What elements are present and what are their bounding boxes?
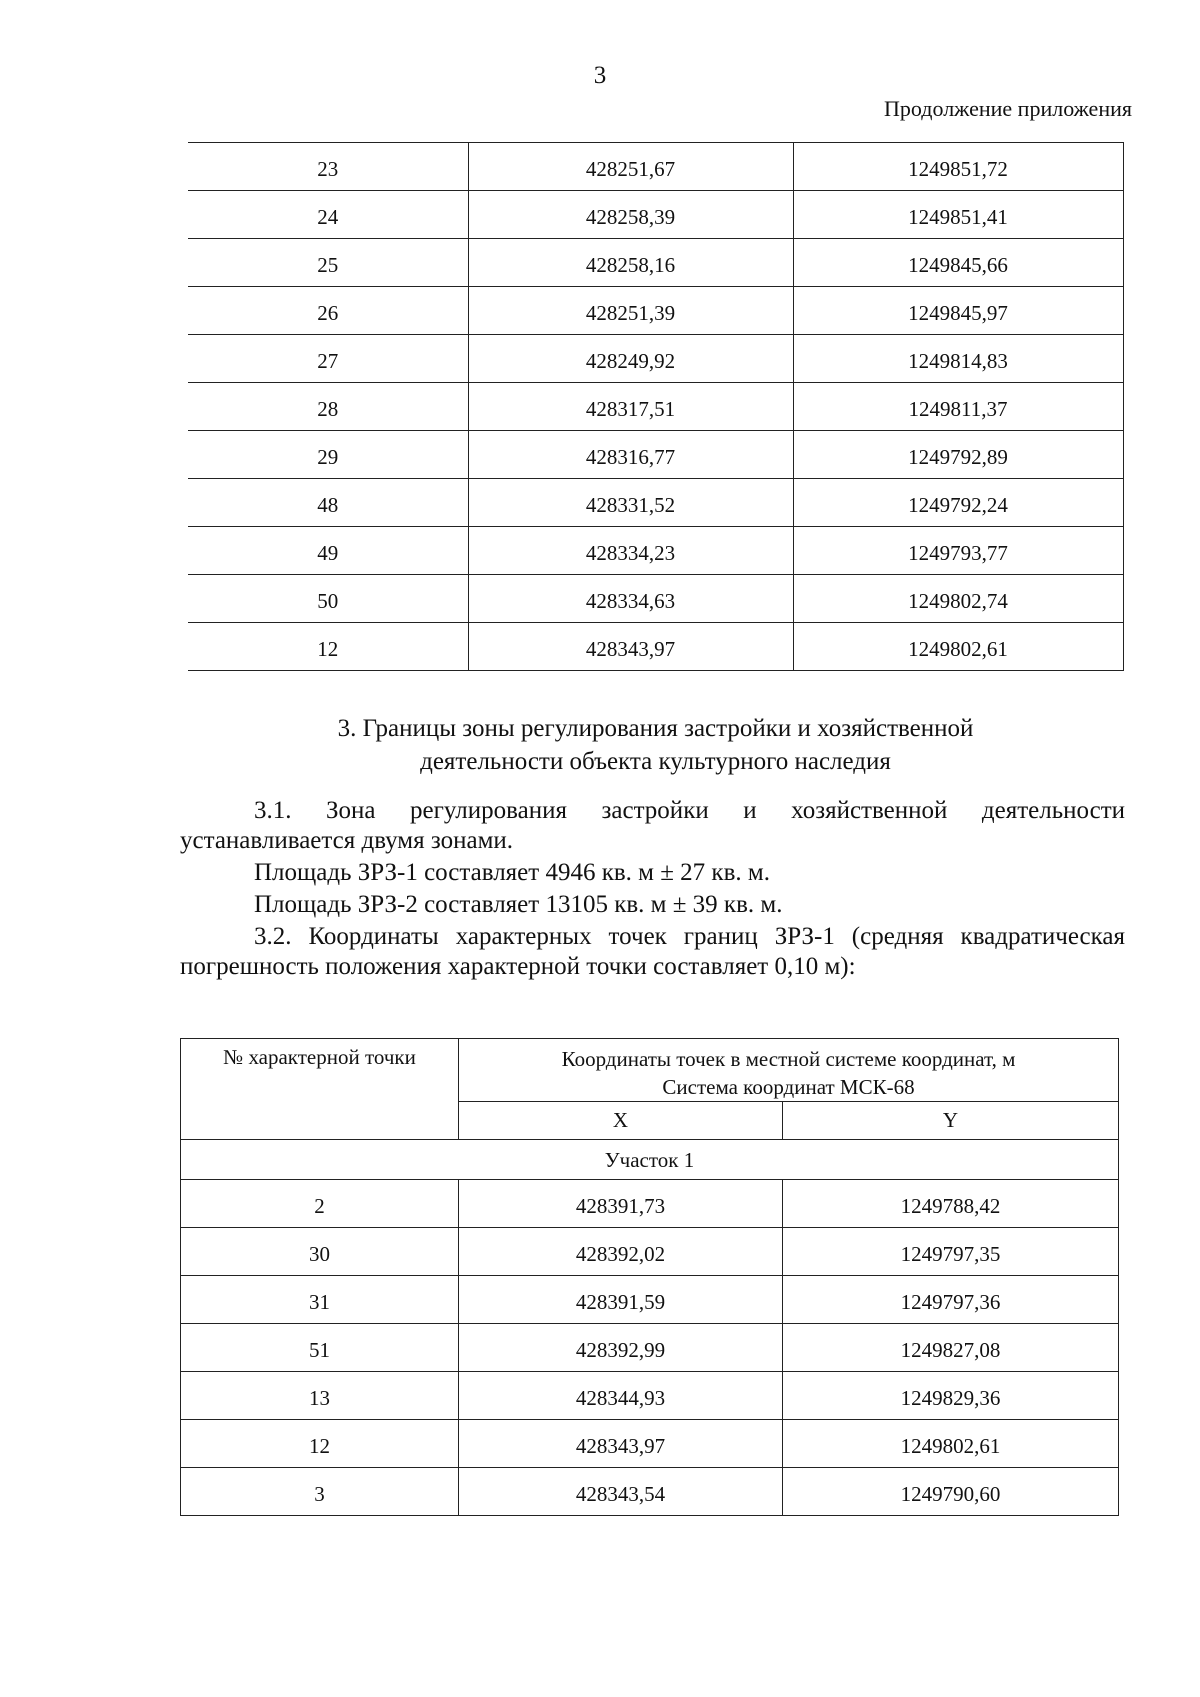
x-coordinate-cell: 428258,39 <box>468 191 793 239</box>
point-number-cell: 31 <box>181 1276 459 1324</box>
x-coordinate-cell: 428392,99 <box>459 1324 783 1372</box>
table-row <box>181 1324 1119 1372</box>
column-header-coordinates <box>459 1039 1119 1102</box>
x-coordinate-cell: 428391,59 <box>459 1276 783 1324</box>
point-number-cell: 24 <box>188 191 468 239</box>
table-row <box>188 431 1123 479</box>
table-header-row <box>181 1039 1119 1102</box>
table-row <box>188 287 1123 335</box>
plot-row <box>181 1140 1119 1180</box>
table-row <box>181 1276 1119 1324</box>
point-number-cell: 49 <box>188 527 468 575</box>
y-coordinate-cell: 1249802,61 <box>793 623 1123 671</box>
y-coordinate-cell: 1249792,89 <box>793 431 1123 479</box>
point-number-cell: 3 <box>181 1468 459 1516</box>
y-coordinate-cell: 1249797,35 <box>783 1228 1119 1276</box>
column-header-point-number: № характерной точки <box>181 1039 459 1140</box>
zrz1-coordinates-table <box>180 1038 1119 1516</box>
point-number-cell: 29 <box>188 431 468 479</box>
x-coordinate-cell: 428343,97 <box>459 1420 783 1468</box>
point-number-cell: 23 <box>188 143 468 191</box>
x-coordinate-cell: 428317,51 <box>468 383 793 431</box>
x-coordinate-cell: 428343,97 <box>468 623 793 671</box>
point-number-cell: 50 <box>188 575 468 623</box>
x-coordinate-cell: 428251,39 <box>468 287 793 335</box>
point-number-cell: 25 <box>188 239 468 287</box>
y-coordinate-cell: 1249790,60 <box>783 1468 1119 1516</box>
page-number: 3 <box>593 62 607 89</box>
table-row <box>188 239 1123 287</box>
section-title-line: 3. Границы зоны регулирования застройки и хозяйственной <box>337 715 974 742</box>
paragraph-3-1: 3.1. Зона регулирования застройки и хозяйственной деятельности устанавливается двумя зонами. <box>180 797 1125 854</box>
coordinates-table-continued <box>188 142 1124 671</box>
y-coordinate-cell: 1249829,36 <box>783 1372 1119 1420</box>
area-zrz-1: Площадь ЗРЗ-1 составляет 4946 кв. м ± 27 кв. м. <box>254 859 770 886</box>
table-row <box>188 143 1123 191</box>
y-coordinate-cell: 1249793,77 <box>793 527 1123 575</box>
y-coordinate-cell: 1249827,08 <box>783 1324 1119 1372</box>
point-number-cell: 30 <box>181 1228 459 1276</box>
table-row <box>188 623 1123 671</box>
x-coordinate-cell: 428331,52 <box>468 479 793 527</box>
y-coordinate-cell: 1249802,61 <box>783 1420 1119 1468</box>
table-row <box>181 1180 1119 1228</box>
section-3-title <box>188 712 1123 778</box>
point-number-cell: 28 <box>188 383 468 431</box>
table-row <box>181 1372 1119 1420</box>
x-coordinate-cell: 428334,63 <box>468 575 793 623</box>
table-row <box>181 1420 1119 1468</box>
column-header-y: Y <box>783 1102 1119 1140</box>
y-coordinate-cell: 1249792,24 <box>793 479 1123 527</box>
table-row <box>188 575 1123 623</box>
point-number-cell: 27 <box>188 335 468 383</box>
x-coordinate-cell: 428392,02 <box>459 1228 783 1276</box>
point-number-cell: 2 <box>181 1180 459 1228</box>
y-coordinate-cell: 1249788,42 <box>783 1180 1119 1228</box>
table-row <box>188 479 1123 527</box>
x-coordinate-cell: 428258,16 <box>468 239 793 287</box>
y-coordinate-cell: 1249851,72 <box>793 143 1123 191</box>
table-row <box>181 1228 1119 1276</box>
section-title-line: деятельности объекта культурного наследия <box>420 748 891 775</box>
paragraph-3-2: 3.2. Координаты характерных точек границ ЗРЗ-1 (средняя квадратическая погрешность положения характерной точки составляет 0,10 м): <box>180 923 1125 980</box>
x-coordinate-cell: 428316,77 <box>468 431 793 479</box>
area-zrz-2: Площадь ЗРЗ-2 составляет 13105 кв. м ± 39 кв. м. <box>254 891 783 918</box>
point-number-cell: 48 <box>188 479 468 527</box>
y-coordinate-cell: 1249845,66 <box>793 239 1123 287</box>
continuation-label: Продолжение приложения <box>884 96 1132 121</box>
y-coordinate-cell: 1249802,74 <box>793 575 1123 623</box>
x-coordinate-cell: 428251,67 <box>468 143 793 191</box>
point-number-cell: 12 <box>188 623 468 671</box>
table-row <box>188 191 1123 239</box>
point-number-cell: 12 <box>181 1420 459 1468</box>
table-row <box>188 527 1123 575</box>
y-coordinate-cell: 1249845,97 <box>793 287 1123 335</box>
x-coordinate-cell: 428249,92 <box>468 335 793 383</box>
y-coordinate-cell: 1249797,36 <box>783 1276 1119 1324</box>
y-coordinate-cell: 1249814,83 <box>793 335 1123 383</box>
coordinate-system-line: Система координат МСК-68 <box>662 1075 915 1099</box>
point-number-cell: 26 <box>188 287 468 335</box>
point-number-cell: 13 <box>181 1372 459 1420</box>
point-number-cell: 51 <box>181 1324 459 1372</box>
y-coordinate-cell: 1249851,41 <box>793 191 1123 239</box>
table-row <box>181 1468 1119 1516</box>
x-coordinate-cell: 428344,93 <box>459 1372 783 1420</box>
x-coordinate-cell: 428343,54 <box>459 1468 783 1516</box>
table-row <box>188 335 1123 383</box>
x-coordinate-cell: 428391,73 <box>459 1180 783 1228</box>
plot-label: Участок 1 <box>181 1140 1119 1180</box>
column-header-x: X <box>459 1102 783 1140</box>
table-row <box>188 383 1123 431</box>
y-coordinate-cell: 1249811,37 <box>793 383 1123 431</box>
coordinates-header-line: Координаты точек в местной системе координат, м <box>561 1047 1016 1071</box>
x-coordinate-cell: 428334,23 <box>468 527 793 575</box>
